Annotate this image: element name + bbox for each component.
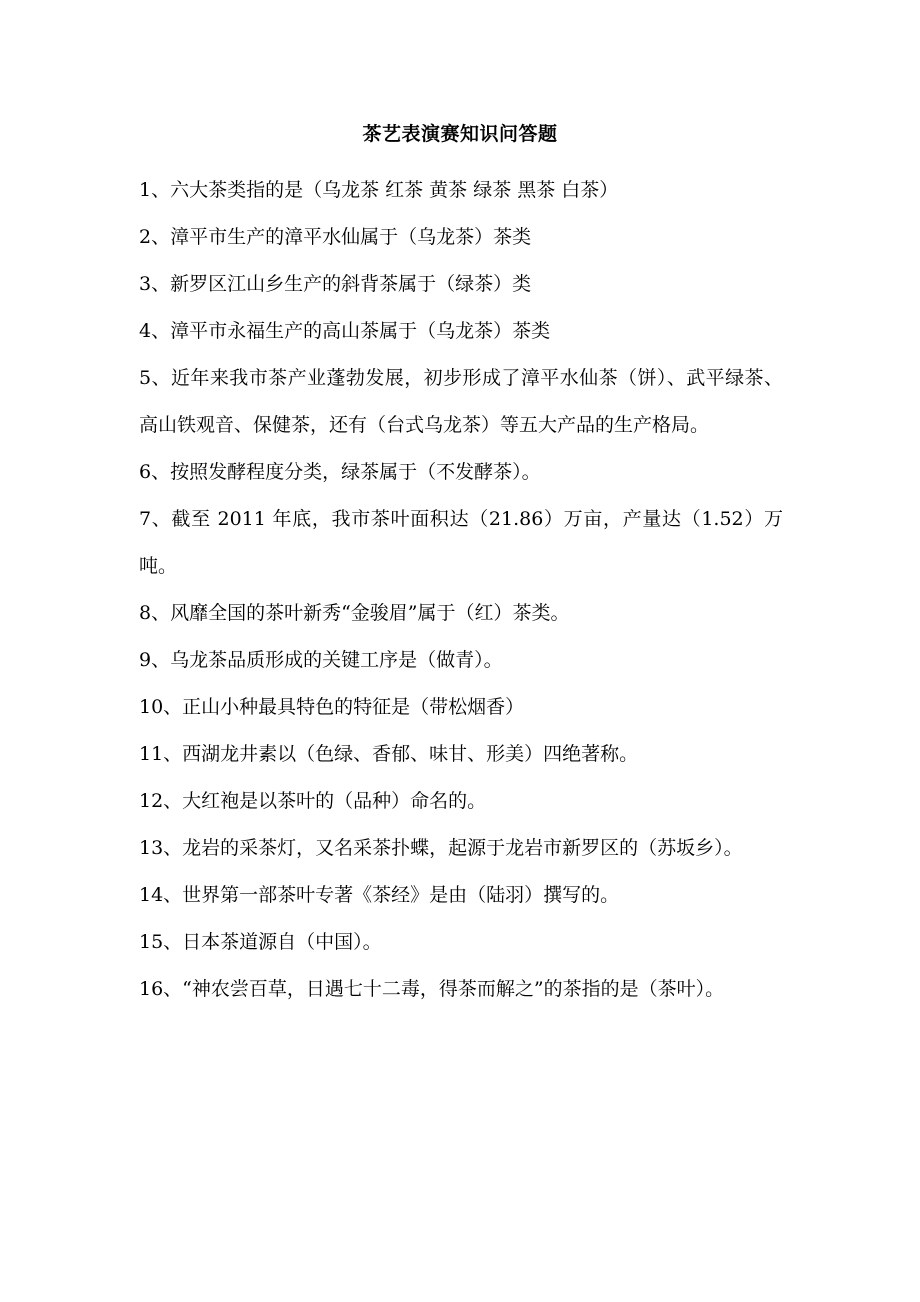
- question-item-16: 16、“神农尝百草，日遇七十二毒，得茶而解之”的茶指的是（茶叶）。: [139, 978, 725, 1000]
- question-list: [139, 167, 783, 1013]
- question-item-10: 10、正山小种最具特色的特征是（带松烟香）: [139, 696, 525, 718]
- question-item-1: 1、六大茶类指的是（乌龙茶 红茶 黄茶 绿茶 黑茶 白茶）: [139, 179, 619, 201]
- question-item-11: 11、西湖龙井素以（色绿、香郁、味甘、形美）四绝著称。: [139, 743, 639, 765]
- question-item-2: 2、漳平市生产的漳平水仙属于（乌龙茶）茶类: [139, 226, 532, 248]
- document-title: 茶艺表演赛知识问答题: [362, 123, 558, 145]
- question-item-14: 14、世界第一部茶叶专著《茶经》是由（陆羽）撰写的。: [139, 884, 620, 906]
- question-item-5: 5、近年来我市茶产业蓬勃发展，初步形成了漳平水仙茶（饼）、武平绿茶、高山铁观音、保健茶，还有（台式乌龙茶）等五大产品的生产格局。: [139, 367, 783, 436]
- question-item-13: 13、龙岩的采茶灯，又名采茶扑蝶，起源于龙岩市新罗区的（苏坂乡）。: [139, 837, 743, 859]
- question-item-12: 12、大红袍是以茶叶的（品种）命名的。: [139, 790, 487, 812]
- question-item-6: 6、按照发酵程度分类，绿茶属于（不发酵茶）。: [139, 461, 541, 483]
- question-item-4: 4、漳平市永福生产的高山茶属于（乌龙茶）茶类: [139, 320, 551, 342]
- question-item-9: 9、乌龙茶品质形成的关键工序是（做青）。: [139, 649, 503, 671]
- question-item-7: 7、截至 2011 年底，我市茶叶面积达（21.86）万亩，产量达（1.52）万吨。: [139, 508, 783, 577]
- question-item-15: 15、日本茶道源自（中国）。: [139, 931, 382, 953]
- question-item-8: 8、风靡全国的茶叶新秀“金骏眉”属于（红）茶类。: [139, 602, 570, 624]
- question-item-3: 3、新罗区江山乡生产的斜背茶属于（绿茶）类: [139, 273, 532, 295]
